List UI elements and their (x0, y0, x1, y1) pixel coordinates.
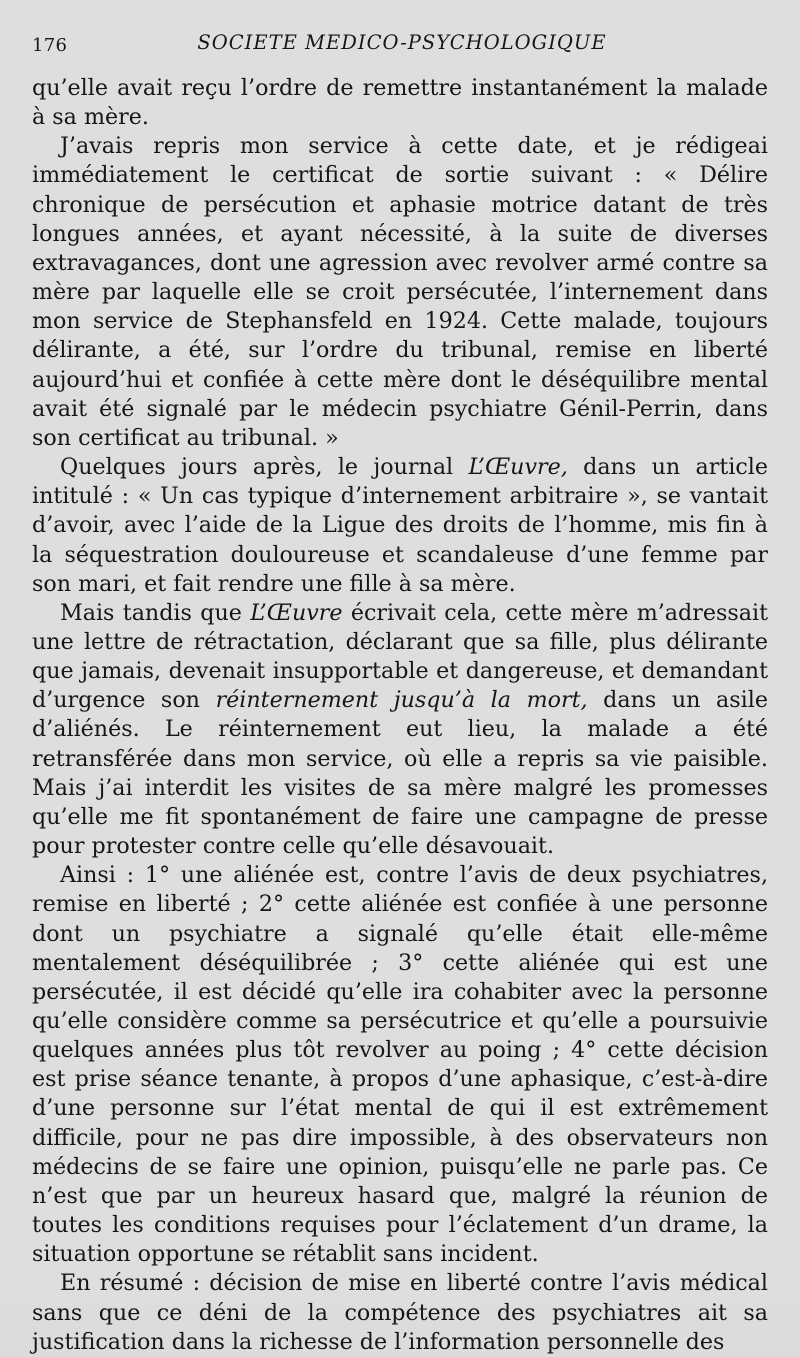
page-header (32, 28, 772, 62)
paragraph-6: En résumé : décision de mise en liberté contre l’avis médical sans que ce déni de la compétence des psychiatres ait sa justification dans la richesse de l’information personnelle des (32, 1270, 768, 1355)
paragraph-3-part-1: Quelques jours après, le journal (60, 454, 469, 481)
page-number: 176 (32, 35, 68, 56)
body-text (32, 74, 768, 1357)
journal-title: L’Œuvre (250, 599, 343, 626)
paragraph-3-part-2: dans un article intitulé : « Un cas typique d’internement arbitraire », se vantait d’avoir, avec l’aide de la Ligue des droits de l’homme, mis fin à la séquestration douloureuse et scandaleuse d’une femme par son mari, et fait rendre une fille à sa mère. (32, 454, 768, 597)
paragraph-4-part-2: écrivait cela, cette mère m’adressait une lettre de rétractation, déclarant que sa fille, plus délirante que jamais, devenait insupportable et dangereuse, et demandant d’urgence son (32, 599, 768, 714)
running-head: SOCIETE MEDICO-PSYCHOLOGIQUE (197, 31, 607, 54)
paragraph-2: J’avais repris mon service à cette date, et je rédigeai immédiatement le certificat de sortie suivant : « Délire chronique de persécution et aphasie motrice datant de très longues années, et ayant nécessité, à la suite de diverses extravagances, dont une agression avec revolver armé contre sa mère par laquelle elle se croit persécutée, l’internement dans mon service de Stephansfeld en 1924. Cette malade, toujours délirante, a été, sur l’ordre du tribunal, remise en liberté aujourd’hui et confiée à cette mère dont le déséquilibre mental avait été signalé par le médecin psychiatre Génil-Perrin, dans son certificat au tribunal. » (32, 133, 768, 451)
paragraph-3 (32, 453, 768, 599)
paragraph-4-part-1: Mais tandis que (60, 599, 251, 626)
emphasized-phrase: réinternement jusqu’à la mort, (215, 687, 588, 714)
paragraph-5: Ainsi : 1° une aliénée est, contre l’avis de deux psychiatres, remise en liberté ; 2° cette aliénée est confiée à une personne dont un psychiatre a signalé qu’elle était elle-même mentalement déséquilibrée ; 3° cette aliénée qui est une persécutée, il est décidé qu’elle ira cohabiter avec la personne qu’elle considère comme sa persécutrice et qu’elle a poursuivie quelques années plus tôt revolver au poing ; 4° cette décision est prise séance tenante, à propos d’une aphasique, c’est-à-dire d’une personne sur l’état mental de qui il est extrêmement difficile, pour ne pas dire impossible, à des observateurs non médecins de se faire une opinion, puisqu’elle ne parle pas. Ce n’est que par un heureux hasard que, malgré la réunion de toutes les conditions requises pour l’éclatement d’un drame, la situation opportune se rétablit sans incident. (32, 862, 768, 1268)
paragraph-4-part-3: dans un asile d’aliénés. Le réinternement eut lieu, la malade a été retransférée dans mon service, où elle a repris sa vie paisible. Mais j’ai interdit les visites de sa mère malgré les promesses qu’elle me fit spontanément de faire une campagne de presse pour protester contre celle qu’elle désavouait. (32, 687, 768, 860)
paragraph-1: qu’elle avait reçu l’ordre de remettre instantanément la malade à sa mère. (32, 75, 768, 131)
paragraph-4 (32, 599, 768, 861)
journal-title: L’Œuvre, (468, 454, 568, 481)
